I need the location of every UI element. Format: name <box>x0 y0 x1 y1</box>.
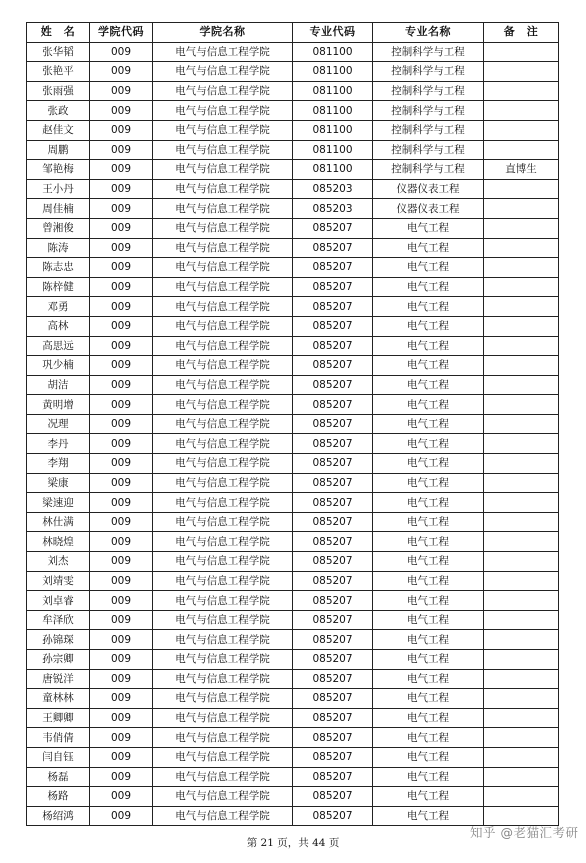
cell-major-code: 085207 <box>293 571 373 591</box>
cell-major-name: 电气工程 <box>373 650 484 670</box>
cell-name: 黄明增 <box>27 395 90 415</box>
cell-college-name: 电气与信息工程学院 <box>153 375 293 395</box>
cell-name: 杨路 <box>27 787 90 807</box>
cell-name: 张雨强 <box>27 81 90 101</box>
cell-college-code: 009 <box>90 591 153 611</box>
cell-major-name: 电气工程 <box>373 767 484 787</box>
cell-name: 巩少楠 <box>27 356 90 376</box>
cell-remarks <box>484 689 559 709</box>
table-row <box>27 375 559 395</box>
cell-college-code: 009 <box>90 610 153 630</box>
cell-remarks <box>484 336 559 356</box>
cell-major-code: 085207 <box>293 806 373 826</box>
cell-name: 韦俏倩 <box>27 728 90 748</box>
table-row <box>27 395 559 415</box>
cell-name: 李翔 <box>27 454 90 474</box>
cell-name: 杨绍鸿 <box>27 806 90 826</box>
cell-college-code: 009 <box>90 552 153 572</box>
cell-college-name: 电气与信息工程学院 <box>153 42 293 62</box>
cell-remarks <box>484 787 559 807</box>
cell-college-name: 电气与信息工程学院 <box>153 199 293 219</box>
cell-major-name: 电气工程 <box>373 493 484 513</box>
table-row <box>27 160 559 180</box>
cell-remarks <box>484 591 559 611</box>
cell-major-name: 电气工程 <box>373 787 484 807</box>
cell-remarks <box>484 297 559 317</box>
cell-major-code: 085207 <box>293 238 373 258</box>
cell-name: 张政 <box>27 101 90 121</box>
table-row <box>27 277 559 297</box>
cell-remarks <box>484 571 559 591</box>
cell-major-code: 081100 <box>293 81 373 101</box>
cell-college-name: 电气与信息工程学院 <box>153 728 293 748</box>
cell-major-name: 控制科学与工程 <box>373 42 484 62</box>
cell-major-code: 081100 <box>293 62 373 82</box>
cell-major-code: 085207 <box>293 591 373 611</box>
cell-college-name: 电气与信息工程学院 <box>153 120 293 140</box>
cell-college-name: 电气与信息工程学院 <box>153 81 293 101</box>
cell-major-code: 085207 <box>293 297 373 317</box>
table-row <box>27 218 559 238</box>
cell-major-name: 电气工程 <box>373 571 484 591</box>
cell-name: 孙宗卿 <box>27 650 90 670</box>
table-row <box>27 120 559 140</box>
column-header-name: 姓 名 <box>27 23 90 43</box>
cell-major-code: 085207 <box>293 473 373 493</box>
column-header-college-code: 学院代码 <box>90 23 153 43</box>
table-row <box>27 140 559 160</box>
cell-college-code: 009 <box>90 101 153 121</box>
cell-college-code: 009 <box>90 297 153 317</box>
cell-college-name: 电气与信息工程学院 <box>153 493 293 513</box>
table-row <box>27 689 559 709</box>
table-row <box>27 199 559 219</box>
cell-major-code: 081100 <box>293 101 373 121</box>
table-row <box>27 571 559 591</box>
cell-remarks <box>484 62 559 82</box>
table-row <box>27 434 559 454</box>
cell-college-name: 电气与信息工程学院 <box>153 336 293 356</box>
cell-major-code: 085207 <box>293 395 373 415</box>
cell-remarks <box>484 473 559 493</box>
table-row <box>27 101 559 121</box>
cell-college-code: 009 <box>90 689 153 709</box>
cell-college-name: 电气与信息工程学院 <box>153 316 293 336</box>
table-row <box>27 767 559 787</box>
watermark: 知乎 @老猫汇考研 <box>470 825 579 840</box>
cell-major-name: 仪器仪表工程 <box>373 179 484 199</box>
cell-major-code: 081100 <box>293 42 373 62</box>
cell-remarks <box>484 414 559 434</box>
cell-major-name: 电气工程 <box>373 806 484 826</box>
cell-remarks <box>484 767 559 787</box>
cell-name: 赵佳文 <box>27 120 90 140</box>
column-header-major-name: 专业名称 <box>373 23 484 43</box>
cell-college-code: 009 <box>90 512 153 532</box>
column-header-remarks: 备 注 <box>484 23 559 43</box>
cell-name: 闫自钰 <box>27 747 90 767</box>
cell-college-code: 009 <box>90 277 153 297</box>
cell-college-name: 电气与信息工程学院 <box>153 767 293 787</box>
cell-college-name: 电气与信息工程学院 <box>153 258 293 278</box>
cell-name: 刘卓睿 <box>27 591 90 611</box>
table-row <box>27 179 559 199</box>
cell-remarks <box>484 375 559 395</box>
cell-major-name: 电气工程 <box>373 316 484 336</box>
cell-major-code: 081100 <box>293 160 373 180</box>
cell-remarks <box>484 630 559 650</box>
cell-major-code: 085207 <box>293 532 373 552</box>
cell-major-name: 电气工程 <box>373 434 484 454</box>
cell-name: 刘杰 <box>27 552 90 572</box>
table-row <box>27 356 559 376</box>
cell-name: 周佳楠 <box>27 199 90 219</box>
cell-major-name: 电气工程 <box>373 708 484 728</box>
cell-college-name: 电气与信息工程学院 <box>153 650 293 670</box>
cell-name: 高林 <box>27 316 90 336</box>
cell-college-code: 009 <box>90 747 153 767</box>
table-row <box>27 747 559 767</box>
cell-name: 陈志忠 <box>27 258 90 278</box>
cell-remarks <box>484 512 559 532</box>
cell-name: 曾湘俊 <box>27 218 90 238</box>
cell-remarks <box>484 532 559 552</box>
table-row <box>27 336 559 356</box>
cell-college-name: 电气与信息工程学院 <box>153 160 293 180</box>
table-header-row <box>27 23 559 43</box>
cell-major-code: 085207 <box>293 767 373 787</box>
cell-name: 邓勇 <box>27 297 90 317</box>
cell-major-name: 电气工程 <box>373 610 484 630</box>
cell-name: 孙锦琛 <box>27 630 90 650</box>
cell-major-code: 085203 <box>293 179 373 199</box>
cell-name: 张华韬 <box>27 42 90 62</box>
cell-major-name: 电气工程 <box>373 336 484 356</box>
cell-college-code: 009 <box>90 356 153 376</box>
table-row <box>27 493 559 513</box>
cell-remarks <box>484 395 559 415</box>
cell-major-code: 085207 <box>293 218 373 238</box>
cell-remarks <box>484 277 559 297</box>
cell-name: 况理 <box>27 414 90 434</box>
cell-college-code: 009 <box>90 375 153 395</box>
cell-major-name: 电气工程 <box>373 689 484 709</box>
cell-name: 陈涛 <box>27 238 90 258</box>
cell-college-name: 电气与信息工程学院 <box>153 708 293 728</box>
cell-major-code: 085207 <box>293 787 373 807</box>
cell-college-name: 电气与信息工程学院 <box>153 101 293 121</box>
cell-remarks <box>484 120 559 140</box>
cell-remarks <box>484 747 559 767</box>
cell-college-code: 009 <box>90 473 153 493</box>
table-row <box>27 238 559 258</box>
cell-major-code: 085207 <box>293 669 373 689</box>
cell-remarks <box>484 42 559 62</box>
cell-college-code: 009 <box>90 669 153 689</box>
cell-college-name: 电气与信息工程学院 <box>153 512 293 532</box>
cell-college-code: 009 <box>90 454 153 474</box>
cell-name: 童林林 <box>27 689 90 709</box>
cell-name: 林晓煌 <box>27 532 90 552</box>
cell-college-name: 电气与信息工程学院 <box>153 532 293 552</box>
cell-remarks <box>484 454 559 474</box>
table-row <box>27 454 559 474</box>
footer-middle: 页，共 <box>277 837 309 849</box>
table-row <box>27 630 559 650</box>
cell-major-code: 085207 <box>293 414 373 434</box>
cell-major-code: 085207 <box>293 356 373 376</box>
cell-college-name: 电气与信息工程学院 <box>153 414 293 434</box>
cell-college-name: 电气与信息工程学院 <box>153 747 293 767</box>
cell-college-code: 009 <box>90 728 153 748</box>
table-row <box>27 297 559 317</box>
footer-total-pages: 44 <box>312 837 326 849</box>
cell-major-code: 085207 <box>293 630 373 650</box>
cell-major-name: 电气工程 <box>373 669 484 689</box>
cell-major-name: 电气工程 <box>373 532 484 552</box>
cell-major-code: 081100 <box>293 120 373 140</box>
cell-major-name: 电气工程 <box>373 630 484 650</box>
cell-name: 胡洁 <box>27 375 90 395</box>
cell-major-name: 电气工程 <box>373 454 484 474</box>
cell-major-name: 控制科学与工程 <box>373 160 484 180</box>
cell-major-code: 085207 <box>293 610 373 630</box>
cell-college-code: 009 <box>90 199 153 219</box>
cell-remarks <box>484 81 559 101</box>
table-row <box>27 669 559 689</box>
cell-major-name: 电气工程 <box>373 356 484 376</box>
cell-name: 王卿卿 <box>27 708 90 728</box>
cell-college-name: 电气与信息工程学院 <box>153 218 293 238</box>
cell-major-name: 电气工程 <box>373 414 484 434</box>
cell-major-name: 电气工程 <box>373 512 484 532</box>
cell-remarks <box>484 238 559 258</box>
cell-major-name: 电气工程 <box>373 552 484 572</box>
cell-major-name: 电气工程 <box>373 747 484 767</box>
cell-major-name: 控制科学与工程 <box>373 62 484 82</box>
cell-college-code: 009 <box>90 395 153 415</box>
cell-remarks <box>484 669 559 689</box>
cell-major-code: 085207 <box>293 650 373 670</box>
cell-college-name: 电气与信息工程学院 <box>153 62 293 82</box>
table-row <box>27 787 559 807</box>
footer-suffix: 页 <box>328 837 340 849</box>
table-row <box>27 552 559 572</box>
cell-college-name: 电气与信息工程学院 <box>153 787 293 807</box>
cell-college-name: 电气与信息工程学院 <box>153 669 293 689</box>
cell-name: 刘靖雯 <box>27 571 90 591</box>
cell-name: 梁速迎 <box>27 493 90 513</box>
cell-remarks <box>484 434 559 454</box>
table-row <box>27 414 559 434</box>
cell-name: 牟泽欣 <box>27 610 90 630</box>
table-row <box>27 532 559 552</box>
cell-college-name: 电气与信息工程学院 <box>153 179 293 199</box>
cell-college-name: 电气与信息工程学院 <box>153 297 293 317</box>
cell-college-code: 009 <box>90 767 153 787</box>
cell-college-name: 电气与信息工程学院 <box>153 473 293 493</box>
table-row <box>27 258 559 278</box>
cell-remarks <box>484 493 559 513</box>
column-header-major-code: 专业代码 <box>293 23 373 43</box>
cell-major-code: 085207 <box>293 512 373 532</box>
cell-name: 高思远 <box>27 336 90 356</box>
cell-remarks <box>484 650 559 670</box>
cell-major-name: 控制科学与工程 <box>373 140 484 160</box>
cell-college-code: 009 <box>90 708 153 728</box>
table-row <box>27 81 559 101</box>
cell-college-code: 009 <box>90 336 153 356</box>
cell-major-name: 仪器仪表工程 <box>373 199 484 219</box>
cell-college-name: 电气与信息工程学院 <box>153 277 293 297</box>
cell-college-code: 009 <box>90 414 153 434</box>
cell-major-name: 电气工程 <box>373 728 484 748</box>
cell-college-code: 009 <box>90 258 153 278</box>
table-row <box>27 708 559 728</box>
cell-major-name: 电气工程 <box>373 395 484 415</box>
cell-major-name: 控制科学与工程 <box>373 101 484 121</box>
cell-remarks <box>484 199 559 219</box>
cell-name: 张艳平 <box>27 62 90 82</box>
cell-major-code: 085207 <box>293 552 373 572</box>
cell-name: 陈梓健 <box>27 277 90 297</box>
cell-name: 王小丹 <box>27 179 90 199</box>
table-body <box>27 42 559 826</box>
cell-major-name: 电气工程 <box>373 277 484 297</box>
cell-major-name: 控制科学与工程 <box>373 81 484 101</box>
cell-major-code: 085207 <box>293 493 373 513</box>
cell-major-code: 081100 <box>293 140 373 160</box>
cell-college-code: 009 <box>90 493 153 513</box>
cell-college-code: 009 <box>90 42 153 62</box>
cell-major-name: 电气工程 <box>373 238 484 258</box>
cell-college-code: 009 <box>90 630 153 650</box>
column-header-college-name: 学院名称 <box>153 23 293 43</box>
cell-college-name: 电气与信息工程学院 <box>153 689 293 709</box>
cell-major-name: 电气工程 <box>373 258 484 278</box>
cell-college-name: 电气与信息工程学院 <box>153 454 293 474</box>
cell-remarks <box>484 708 559 728</box>
admission-roster-table <box>26 22 559 826</box>
cell-major-code: 085207 <box>293 747 373 767</box>
cell-name: 周鹏 <box>27 140 90 160</box>
cell-college-code: 009 <box>90 81 153 101</box>
table-row <box>27 473 559 493</box>
cell-college-code: 009 <box>90 160 153 180</box>
cell-college-name: 电气与信息工程学院 <box>153 140 293 160</box>
cell-remarks <box>484 101 559 121</box>
cell-major-code: 085207 <box>293 708 373 728</box>
cell-major-name: 电气工程 <box>373 473 484 493</box>
cell-remarks: 直博生 <box>484 160 559 180</box>
cell-remarks <box>484 356 559 376</box>
cell-remarks <box>484 552 559 572</box>
cell-major-code: 085203 <box>293 199 373 219</box>
cell-major-code: 085207 <box>293 434 373 454</box>
cell-college-code: 009 <box>90 218 153 238</box>
cell-college-code: 009 <box>90 571 153 591</box>
cell-college-name: 电气与信息工程学院 <box>153 552 293 572</box>
cell-name: 林仕满 <box>27 512 90 532</box>
cell-name: 邹艳梅 <box>27 160 90 180</box>
cell-major-code: 085207 <box>293 375 373 395</box>
cell-major-code: 085207 <box>293 689 373 709</box>
cell-college-name: 电气与信息工程学院 <box>153 571 293 591</box>
cell-major-code: 085207 <box>293 316 373 336</box>
table-row <box>27 62 559 82</box>
cell-remarks <box>484 258 559 278</box>
cell-remarks <box>484 728 559 748</box>
cell-name: 梁康 <box>27 473 90 493</box>
cell-major-code: 085207 <box>293 454 373 474</box>
table-row <box>27 42 559 62</box>
cell-college-name: 电气与信息工程学院 <box>153 630 293 650</box>
cell-major-name: 电气工程 <box>373 218 484 238</box>
cell-college-code: 009 <box>90 787 153 807</box>
cell-college-code: 009 <box>90 650 153 670</box>
cell-college-code: 009 <box>90 532 153 552</box>
cell-college-code: 009 <box>90 434 153 454</box>
cell-college-name: 电气与信息工程学院 <box>153 238 293 258</box>
table-row <box>27 591 559 611</box>
cell-major-code: 085207 <box>293 336 373 356</box>
cell-major-name: 电气工程 <box>373 375 484 395</box>
cell-remarks <box>484 218 559 238</box>
cell-college-code: 009 <box>90 120 153 140</box>
cell-major-name: 控制科学与工程 <box>373 120 484 140</box>
cell-college-name: 电气与信息工程学院 <box>153 395 293 415</box>
footer-page-number: 21 <box>260 837 274 849</box>
cell-college-name: 电气与信息工程学院 <box>153 610 293 630</box>
cell-major-name: 电气工程 <box>373 591 484 611</box>
cell-major-name: 电气工程 <box>373 297 484 317</box>
cell-college-code: 009 <box>90 140 153 160</box>
cell-name: 李丹 <box>27 434 90 454</box>
cell-college-code: 009 <box>90 316 153 336</box>
cell-college-name: 电气与信息工程学院 <box>153 806 293 826</box>
cell-college-code: 009 <box>90 238 153 258</box>
cell-major-code: 085207 <box>293 277 373 297</box>
cell-college-code: 009 <box>90 179 153 199</box>
cell-remarks <box>484 316 559 336</box>
table-row <box>27 610 559 630</box>
table-row <box>27 728 559 748</box>
footer-prefix: 第 <box>246 837 258 849</box>
cell-remarks <box>484 140 559 160</box>
cell-remarks <box>484 179 559 199</box>
cell-remarks <box>484 610 559 630</box>
cell-college-name: 电气与信息工程学院 <box>153 356 293 376</box>
cell-name: 杨磊 <box>27 767 90 787</box>
cell-college-name: 电气与信息工程学院 <box>153 591 293 611</box>
cell-name: 唐锐洋 <box>27 669 90 689</box>
cell-college-name: 电气与信息工程学院 <box>153 434 293 454</box>
table-row <box>27 316 559 336</box>
cell-college-code: 009 <box>90 806 153 826</box>
table-row <box>27 650 559 670</box>
cell-major-code: 085207 <box>293 258 373 278</box>
cell-college-code: 009 <box>90 62 153 82</box>
cell-major-code: 085207 <box>293 728 373 748</box>
table-row <box>27 512 559 532</box>
